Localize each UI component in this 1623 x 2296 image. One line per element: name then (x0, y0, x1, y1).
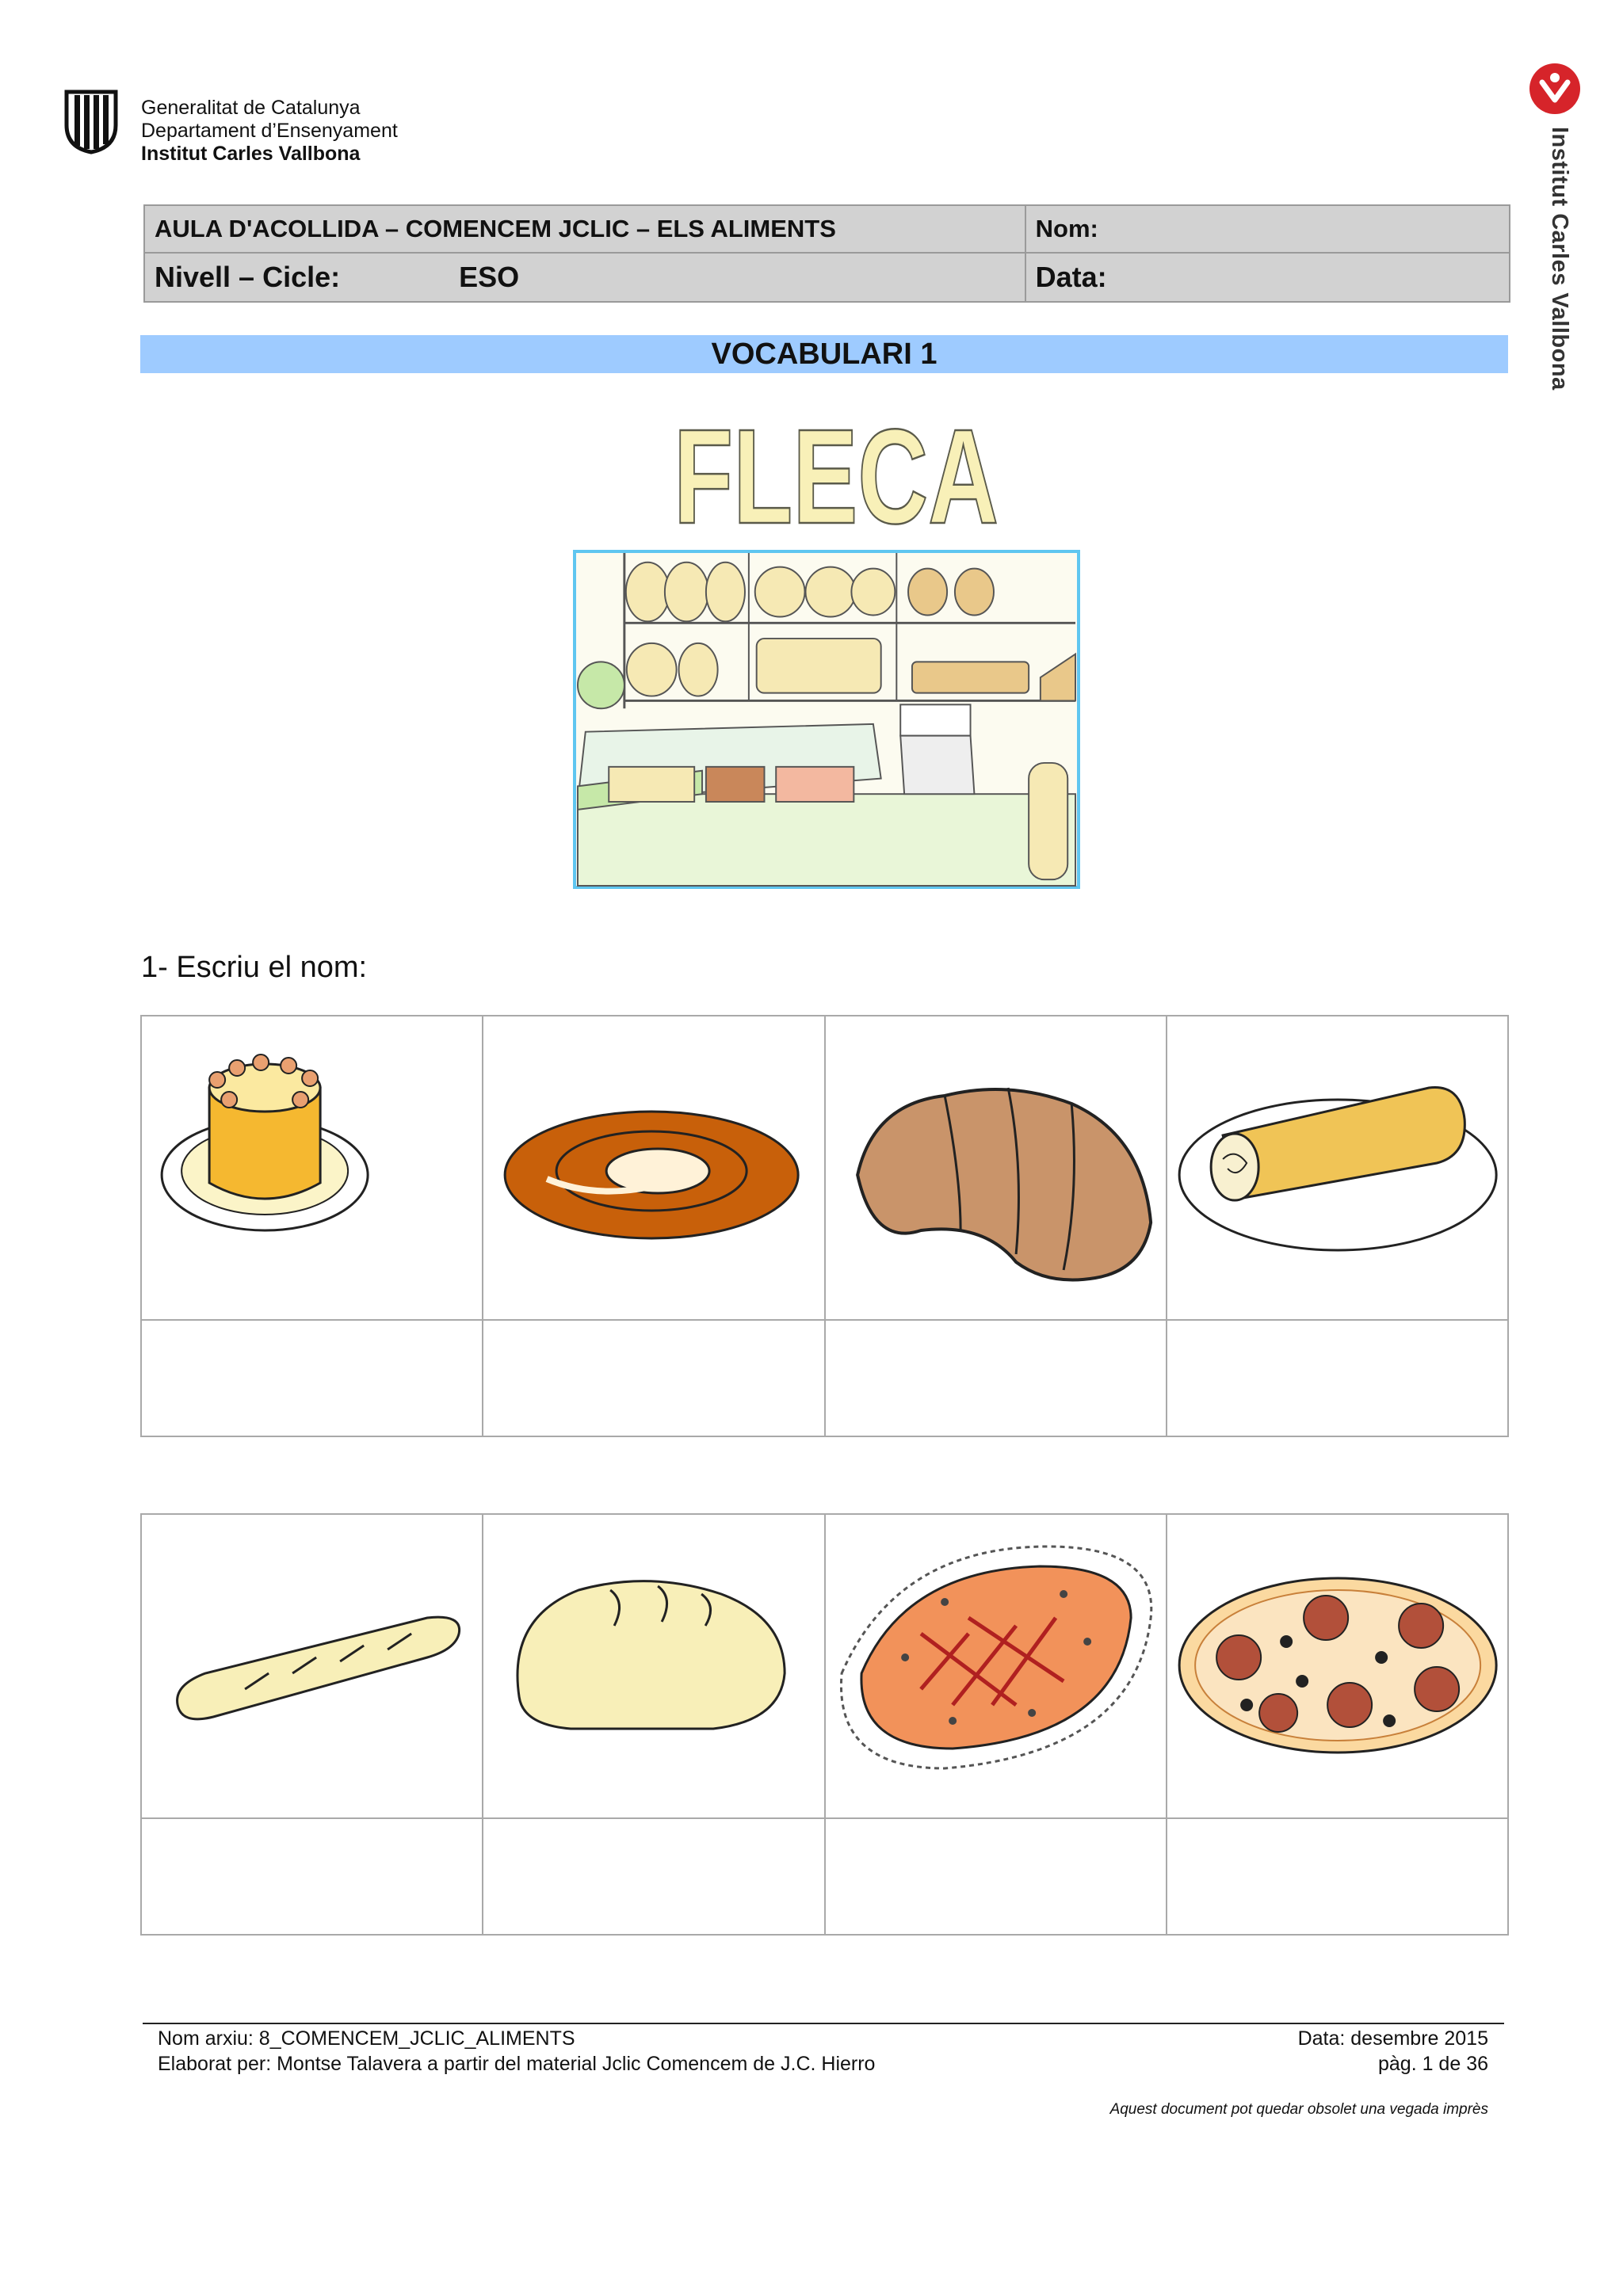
croissant-icon (826, 1016, 1166, 1319)
answer-cell[interactable] (141, 1320, 483, 1436)
answer-cell[interactable] (483, 1818, 824, 1935)
institution-line-1: Generalitat de Catalunya (141, 97, 361, 119)
footer-note: Aquest document pot quedar obsolet una vegada imprès (1109, 2101, 1488, 2118)
footer-divider (143, 2023, 1504, 2024)
institut-logo-icon (1528, 62, 1582, 116)
course-title: AULA D'ACOLLIDA – COMENCEM JCLIC – ELS ALIMENTS (144, 205, 1025, 253)
exercise-instruction: 1- Escriu el nom: (141, 951, 368, 984)
vocab-grid-1 (140, 1015, 1509, 1437)
institution-line-2: Departament d’Ensenyament (141, 120, 398, 142)
answer-cell[interactable] (1167, 1818, 1508, 1935)
answer-cell[interactable] (483, 1320, 824, 1436)
answer-cell[interactable] (1167, 1320, 1508, 1436)
image-cell (1167, 1016, 1508, 1320)
level-cell (144, 253, 1025, 302)
generalitat-logo (62, 87, 120, 154)
coca-icon (826, 1515, 1166, 1817)
pizza-icon (1167, 1515, 1507, 1817)
topic-title-text: FLECA (674, 402, 999, 552)
image-cell (825, 1016, 1167, 1320)
answer-cell[interactable] (825, 1818, 1167, 1935)
footer-date: Data: desembre 2015 (1297, 2027, 1488, 2050)
footer-page: pàg. 1 de 36 (1377, 2053, 1488, 2075)
bread-loaf-icon (483, 1515, 823, 1817)
baguette-icon (142, 1515, 482, 1817)
cake-icon (142, 1016, 482, 1319)
image-cell (1167, 1514, 1508, 1818)
ensaimada-icon (483, 1016, 823, 1319)
vocab-grid-2 (140, 1513, 1509, 1936)
footer-file-name: Nom arxiu: 8_COMENCEM_JCLIC_ALIMENTS (158, 2027, 575, 2050)
name-field[interactable]: Nom: (1025, 205, 1510, 253)
header-table (143, 204, 1510, 303)
section-title: VOCABULARI 1 (140, 335, 1508, 373)
level-label: Nivell – Cicle: (155, 261, 341, 293)
topic-title (666, 402, 1006, 552)
answer-cell[interactable] (141, 1818, 483, 1935)
footer-author: Elaborat per: Montse Talavera a partir del material Jclic Comencem de J.C. Hierro (158, 2053, 876, 2075)
answer-cell[interactable] (825, 1320, 1167, 1436)
image-cell (825, 1514, 1167, 1818)
image-cell (483, 1514, 824, 1818)
swiss-roll-icon (1167, 1016, 1507, 1319)
image-cell (141, 1514, 483, 1818)
institut-vertical-text: Institut Carles Vallbona (1547, 127, 1572, 391)
level-value: ESO (459, 261, 520, 293)
date-field[interactable]: Data: (1025, 253, 1510, 302)
institution-line-3: Institut Carles Vallbona (141, 143, 361, 165)
bakery-scene-image (573, 550, 1080, 889)
image-cell (141, 1016, 483, 1320)
image-cell (483, 1016, 824, 1320)
